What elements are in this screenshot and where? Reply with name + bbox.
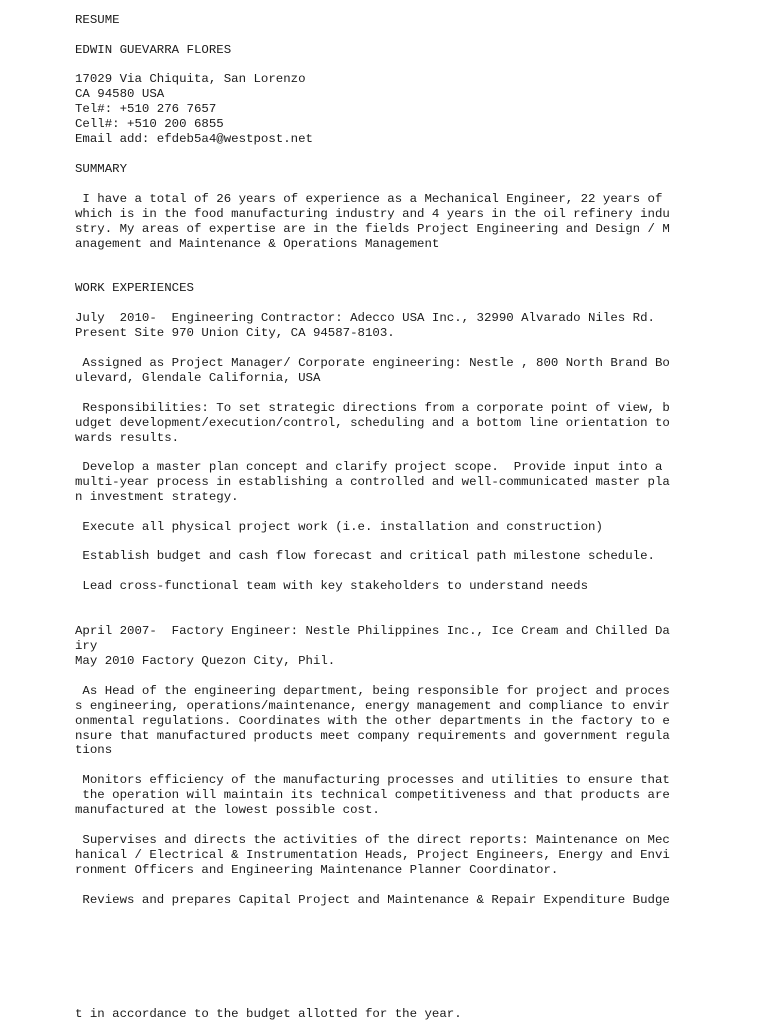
email-line: Email add: efdeb5a4@westpost.net [75,132,313,146]
job-header-line: July 2010- Engineering Contractor: Adecco USA Inc., 32990 Alvarado Niles Rd. [75,311,655,325]
summary-text-line: I have a total of 26 years of experience as a Mechanical Engineer, 22 years of [75,192,663,206]
job-header-line: Present Site 970 Union City, CA 94587-8103. [75,326,395,340]
job-detail-line: Assigned as Project Manager/ Corporate engineering: Nestle , 800 North Brand Bo [75,356,670,370]
cellphone-line: Cell#: +510 200 6855 [75,117,224,131]
job-header-line: iry [75,639,98,653]
job-detail-line: ronment Officers and Engineering Maintenance Planner Coordinator. [75,863,559,877]
applicant-name: EDWIN GUEVARRA FLORES [75,43,232,57]
job-detail-line: Reviews and prepares Capital Project and Maintenance & Repair Expenditure Budge [75,893,670,907]
job-detail-line: Monitors efficiency of the manufacturing processes and utilities to ensure that [75,773,670,787]
job-detail-line: n investment strategy. [75,490,239,504]
resume-heading: RESUME [75,13,120,27]
job-detail-line: manufactured at the lowest possible cost. [75,803,380,817]
job-detail-line: Develop a master plan concept and clarify project scope. Provide input into a [75,460,663,474]
job-detail-line: the operation will maintain its technical competitiveness and that products are [75,788,670,802]
address-line: CA 94580 USA [75,87,165,101]
job-detail-line: hanical / Electrical & Instrumentation Heads, Project Engineers, Energy and Envi [75,848,670,862]
job-detail-line: t in accordance to the budget allotted for the year. [75,1007,462,1021]
job-detail-line: ulevard, Glendale California, USA [75,371,321,385]
summary-text-line: which is in the food manufacturing industry and 4 years in the oil refinery indu [75,207,670,221]
job-detail-line: As Head of the engineering department, being responsible for project and proces [75,684,670,698]
job-detail-line: nsure that manufactured products meet company requirements and government regula [75,729,670,743]
summary-text-line: stry. My areas of expertise are in the fields Project Engineering and Design / M [75,222,670,236]
work-experiences-heading: WORK EXPERIENCES [75,281,194,295]
job-detail-line: Responsibilities: To set strategic directions from a corporate point of view, b [75,401,670,415]
summary-heading: SUMMARY [75,162,128,176]
job-detail-line: Execute all physical project work (i.e. installation and construction) [75,520,603,534]
summary-text-line: anagement and Maintenance & Operations Management [75,237,440,251]
job-detail-line: Lead cross-functional team with key stakeholders to understand needs [75,579,589,593]
job-detail-line: Establish budget and cash flow forecast and critical path milestone schedule. [75,549,655,563]
job-header-line: April 2007- Factory Engineer: Nestle Philippines Inc., Ice Cream and Chilled Da [75,624,670,638]
job-detail-line: udget development/execution/control, scheduling and a bottom line orientation to [75,416,670,430]
job-detail-line: s engineering, operations/maintenance, energy management and compliance to envir [75,699,670,713]
job-header-line: May 2010 Factory Quezon City, Phil. [75,654,336,668]
job-detail-line: tions [75,743,113,757]
job-detail-line: multi-year process in establishing a controlled and well-communicated master pla [75,475,670,489]
telephone-line: Tel#: +510 276 7657 [75,102,217,116]
job-detail-line: wards results. [75,431,180,445]
address-line: 17029 Via Chiquita, San Lorenzo [75,72,306,86]
job-detail-line: onmental regulations. Coordinates with the other departments in the factory to e [75,714,670,728]
job-detail-line: Supervises and directs the activities of the direct reports: Maintenance on Mec [75,833,670,847]
